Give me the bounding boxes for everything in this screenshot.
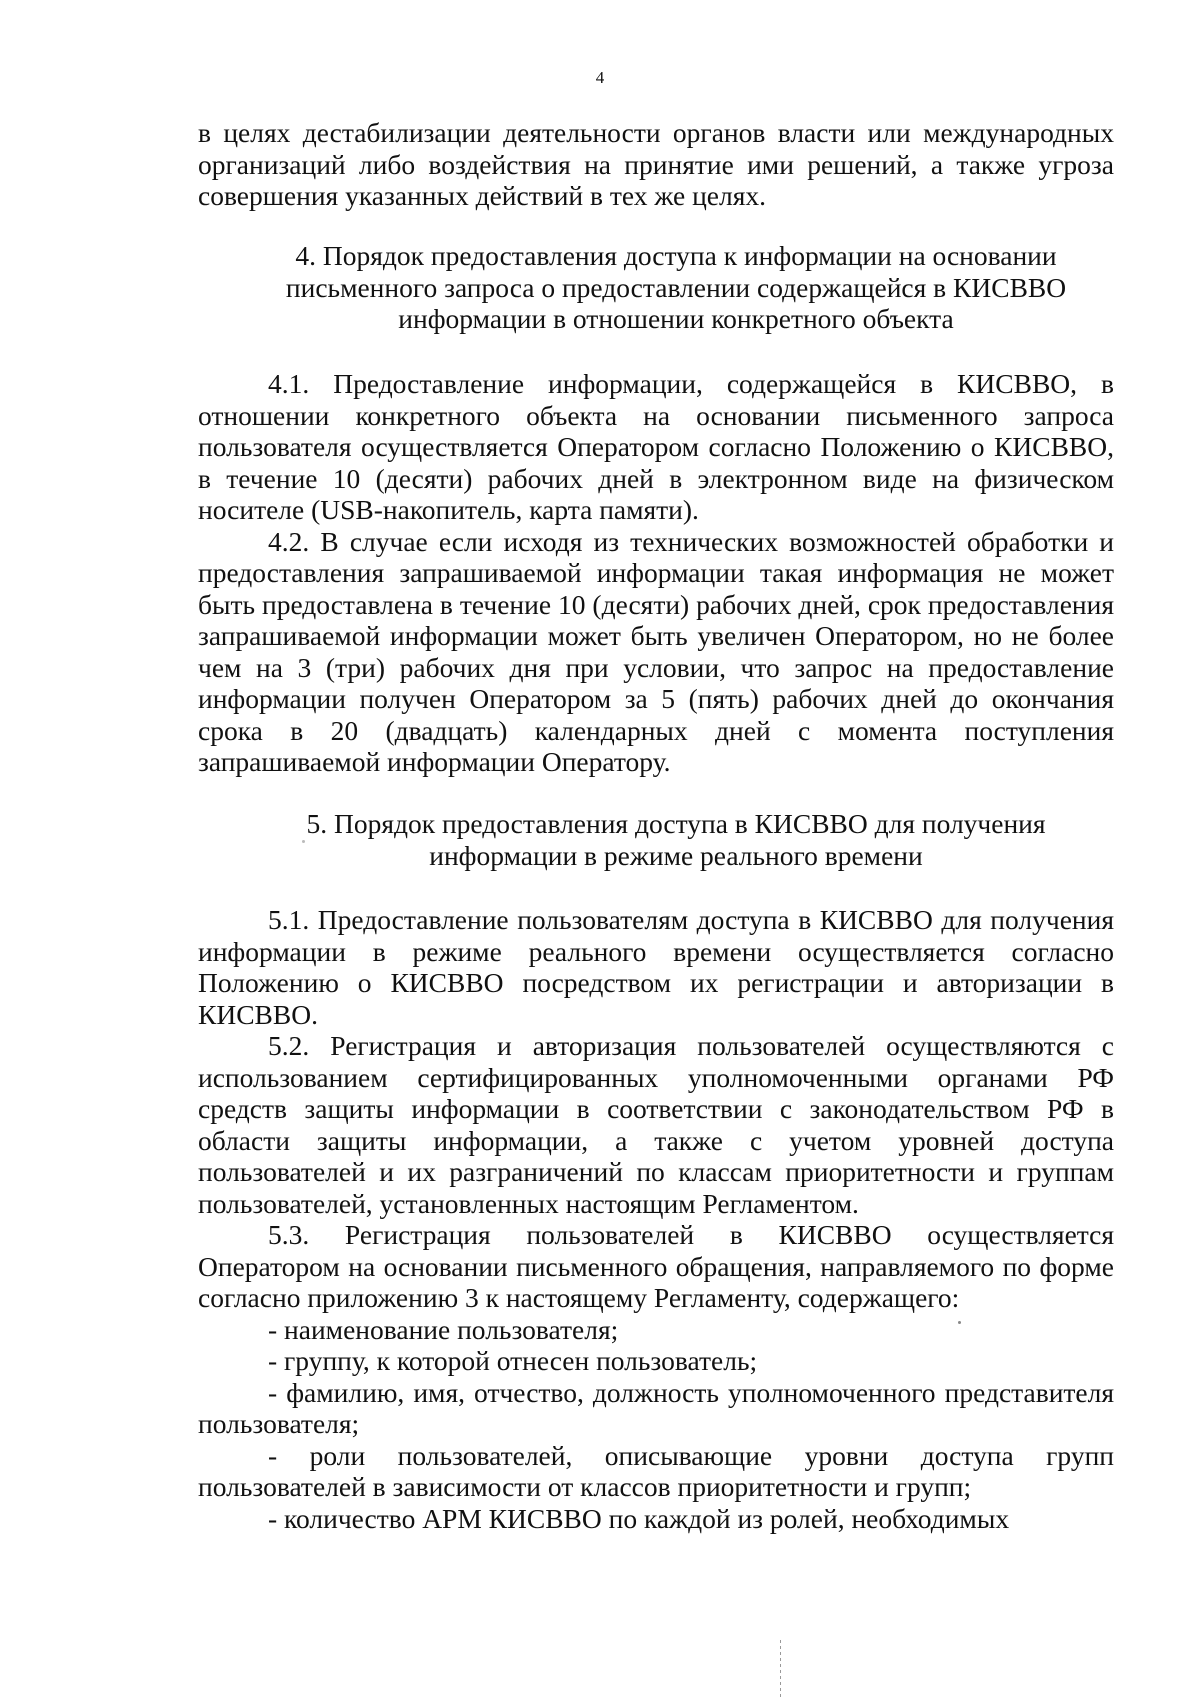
section-heading [198, 808, 1114, 871]
clause-5-2: 5.2. Регистрация и авторизация пользователей осуществляются с использованием сертифицированных уполномоченными органами РФ средств защиты информации в соответствии с законодательством РФ в области защиты информации, а также с учетом уровней доступа пользователей и их разграничений по классам приоритетности и группам пользователей, установленных настоящим Регламентом. [198, 1030, 1114, 1219]
clause-4-1: 4.1. Предоставление информации, содержащейся в КИСВВО, в отношении конкретного объекта на основании письменного запроса пользователя осуществляется Оператором согласно Положению о КИСВВО, в течение 10 (десяти) рабочих дней в электронном виде на физическом носителе (USB-накопитель, карта памяти). [198, 368, 1114, 525]
section-4-body [198, 368, 1114, 778]
clause-4-2: 4.2. В случае если исходя из технических возможностей обработки и предоставления запрашиваемой информации такая информация не может быть предоставлена в течение 10 (десяти) рабочих дней, срок предоставления запрашиваемой информации может быть увеличен Оператором, но не более чем на 3 (три) рабочих дня при условии, что запрос на предоставление информации получен Оператором за 5 (пять) рабочих дней до окончания срока в 20 (двадцать) календарных дней с момента поступления запрашиваемой информации Оператору. [198, 525, 1114, 777]
heading-line: информации в режиме реального времени [429, 839, 923, 871]
scan-artifact-dot [958, 1321, 961, 1324]
section-heading [198, 240, 1114, 335]
clause-5-3: 5.3. Регистрация пользователей в КИСВВО осуществляется Оператором на основании письменного обращения, направляемого по форме согласно приложению 3 к настоящему Регламенту, содержащего: [198, 1219, 1114, 1313]
page-number: 4 [595, 68, 605, 87]
section-4-heading [198, 240, 1114, 335]
list-item: - наименование пользователя; [268, 1313, 619, 1345]
heading-line: информации в отношении конкретного объекта [398, 303, 954, 334]
intro-paragraph: в целях дестабилизации деятельности органов власти или международных организаций либо воздействия на принятие ими решений, а также угроза совершения указанных действий в тех же целях. [198, 117, 1114, 211]
section-5-body [198, 904, 1114, 1534]
section-5-heading [198, 808, 1114, 871]
scan-artifact-line [780, 1640, 781, 1697]
scan-artifact-dot [302, 840, 305, 843]
list-item: - роли пользователей, описывающие уровни доступа групп пользователей в зависимости от классов приоритетности и групп; [198, 1439, 1114, 1502]
intro-paragraph-block [198, 117, 1114, 212]
heading-line: письменного запроса о предоставлении содержащейся в КИСВВО [285, 271, 1067, 303]
heading-line: 5. Порядок предоставления доступа в КИСВВО для получения [306, 808, 1046, 839]
list-item: - количество АРМ КИСВВО по каждой из ролей, необходимых [268, 1502, 1010, 1534]
clause-5-1: 5.1. Предоставление пользователям доступа в КИСВВО для получения информации в режиме реального времени осуществляется согласно Положению о КИСВВО посредством их регистрации и авторизации в КИСВВО. [198, 904, 1114, 1030]
list-item: - группу, к которой отнесен пользователь; [268, 1345, 758, 1376]
heading-line: 4. Порядок предоставления доступа к информации на основании [295, 240, 1057, 271]
list-item: - фамилию, имя, отчество, должность уполномоченного представителя пользователя; [198, 1376, 1114, 1439]
